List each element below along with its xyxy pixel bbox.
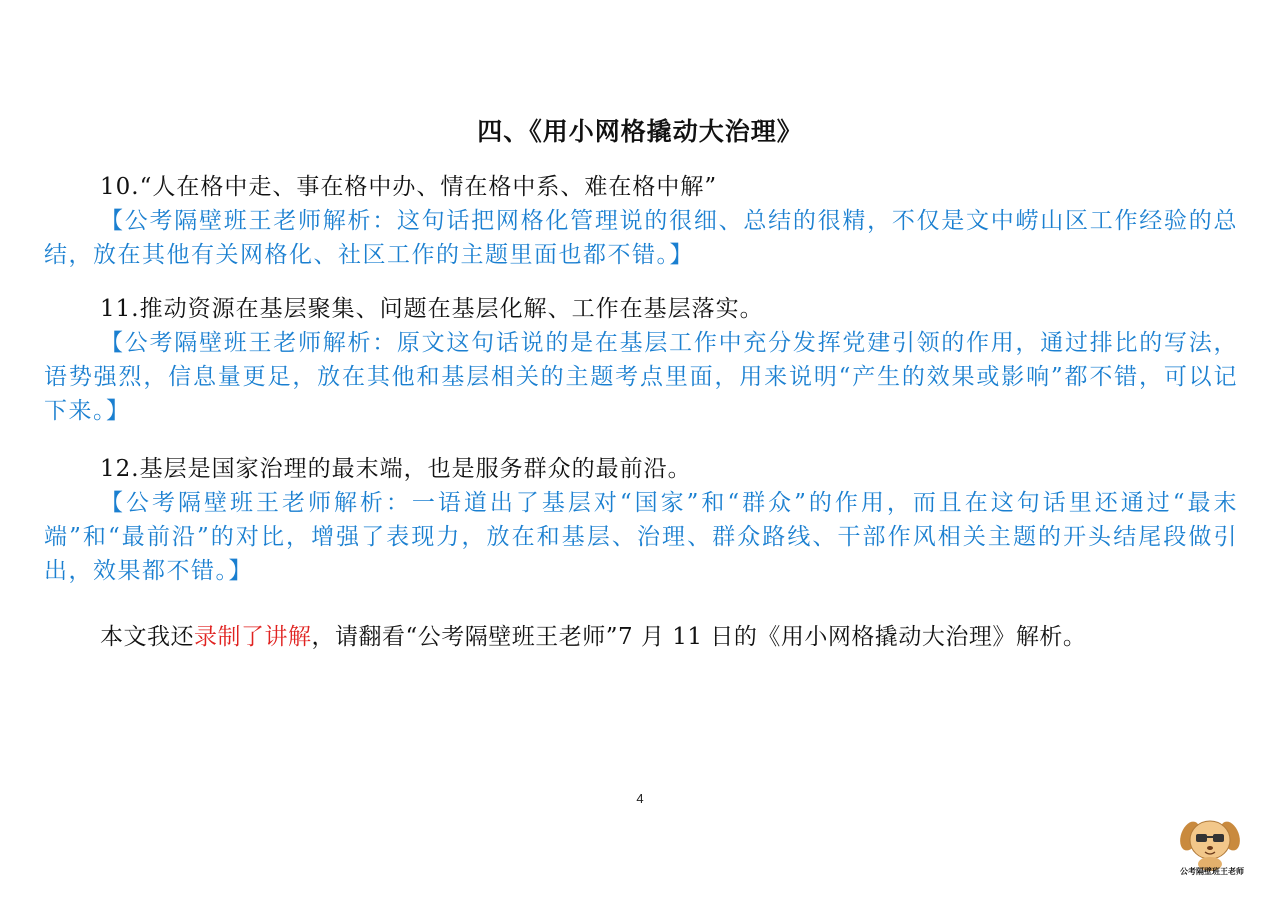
excerpt-quote: 10.“人在格中走、事在格中办、情在格中系、难在格中解” xyxy=(100,174,718,200)
excerpt-analysis: 【公考隔壁班王老师解析：原文这句话说的是在基层工作中充分发挥党建引领的作用，通过排比的写法，语势强烈，信息量更足，放在其他和基层相关的主题考点里面，用来说明“产生的效果或影响”都不错，可以记下来。】 xyxy=(44,330,1238,424)
excerpt-analysis: 【公考隔壁班王老师解析：这句话把网格化管理说的很细、总结的很精，不仅是文中崂山区工作经验的总结，放在其他有关网格化、社区工作的主题里面也都不错。】 xyxy=(44,208,1238,268)
excerpt-quote: 12.基层是国家治理的最末端，也是服务群众的最前沿。 xyxy=(100,456,692,482)
closing-note xyxy=(100,620,1250,654)
excerpt-item xyxy=(44,170,1238,272)
excerpt-item xyxy=(44,452,1238,588)
closing-highlight: 录制了讲解 xyxy=(194,624,312,650)
closing-text-after: ，请翻看“公考隔壁班王老师”7 月 11 日的《用小网格撬动大治理》解析。 xyxy=(311,624,1087,650)
excerpt-quote: 11.推动资源在基层聚集、问题在基层化解、工作在基层落实。 xyxy=(100,296,764,322)
excerpt-item xyxy=(44,292,1238,428)
section-title: 四、《用小网格撬动大治理》 xyxy=(477,117,803,146)
closing-text-before: 本文我还 xyxy=(100,624,194,650)
excerpt-analysis: 【公考隔壁班王老师解析：一语道出了基层对“国家”和“群众”的作用，而且在这句话里还通过“最末端”和“最前沿”的对比，增强了表现力，放在和基层、治理、群众路线、干部作风相关主题的开头结尾段做引出，效果都不错。】 xyxy=(44,490,1238,584)
logo-text: 公考隔壁班王老师 xyxy=(1180,867,1244,876)
page-number: 4 xyxy=(636,791,644,806)
